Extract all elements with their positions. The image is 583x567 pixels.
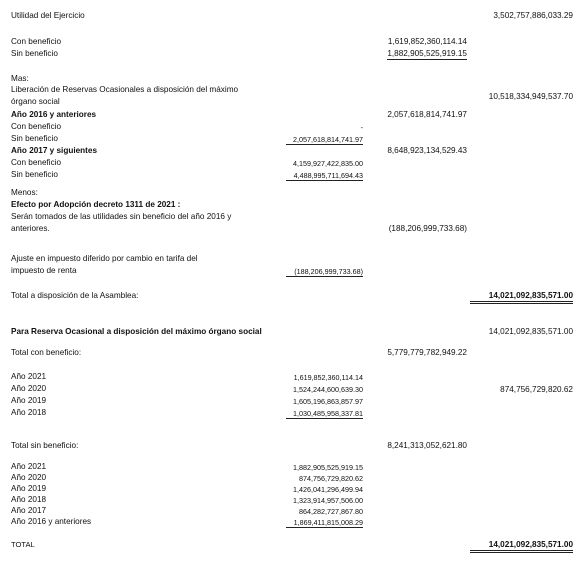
con-beneficio-value: 1,619,852,360,114.14 bbox=[387, 37, 467, 46]
anio-2017-con-label: Con beneficio bbox=[11, 158, 62, 167]
con-year-value: 1,605,196,863,857.97 bbox=[293, 397, 363, 406]
anio-2017-label: Año 2017 y siguientes bbox=[11, 146, 98, 155]
ajuste-line1: Ajuste en impuesto diferido por cambio en tarifa del bbox=[11, 254, 198, 263]
con-year-value: 1,030,485,958,337.81 bbox=[286, 410, 363, 419]
sin-beneficio-value: 1,882,905,525,919.15 bbox=[387, 50, 467, 60]
con-subtotal: 874,756,729,820.62 bbox=[500, 385, 573, 394]
utilidad-total: 3,502,757,886,033.29 bbox=[493, 11, 573, 20]
anio-2016-con-label: Con beneficio bbox=[11, 122, 62, 131]
total-con-value: 5,779,779,782,949.22 bbox=[387, 348, 467, 357]
anio-2017-con-value: 4,159,927,422,835.00 bbox=[293, 159, 363, 168]
efecto-value: (188,206,999,733.68) bbox=[388, 224, 467, 233]
total-asamblea-value: 14,021,092,835,571.00 bbox=[470, 292, 573, 304]
con-year-label: Año 2020 bbox=[11, 384, 47, 393]
anio-2016-sin-value: 2,057,618,814,741.97 bbox=[286, 136, 363, 145]
ajuste-line2: impuesto de renta bbox=[11, 266, 77, 275]
con-year-label: Año 2021 bbox=[11, 372, 47, 381]
sin-year-label: Año 2017 bbox=[11, 506, 47, 515]
mas-label: Mas: bbox=[11, 74, 29, 83]
total-label: TOTAL bbox=[11, 540, 35, 549]
sin-year-label: Año 2021 bbox=[11, 462, 47, 471]
anio-2017-value: 8,648,923,134,529.43 bbox=[387, 146, 467, 155]
con-year-label: Año 2018 bbox=[11, 408, 47, 417]
anio-2016-value: 2,057,618,814,741.97 bbox=[387, 110, 467, 119]
total-value: 14,021,092,835,571.00 bbox=[470, 541, 573, 553]
liberacion-line1: Liberación de Reservas Ocasionales a disposición del máximo bbox=[11, 85, 239, 94]
sin-year-value: 1,323,914,957,506.00 bbox=[293, 496, 363, 505]
liberacion-total: 10,518,334,949,537.70 bbox=[488, 92, 573, 101]
sin-year-label: Año 2018 bbox=[11, 495, 47, 504]
sin-year-label: Año 2016 y anteriores bbox=[11, 517, 92, 526]
ajuste-value: (188,206,999,733.68) bbox=[286, 268, 363, 277]
con-year-value: 1,524,244,600,639.30 bbox=[293, 385, 363, 394]
utilidad-label: Utilidad del Ejercicio bbox=[11, 11, 85, 20]
con-beneficio-label: Con beneficio bbox=[11, 37, 62, 46]
efecto-desc2: anteriores. bbox=[11, 224, 50, 233]
sin-year-label: Año 2020 bbox=[11, 473, 47, 482]
efecto-desc1: Serán tomados de las utilidades sin beneficio del año 2016 y bbox=[11, 212, 232, 221]
sin-year-value: 874,756,729,820.62 bbox=[299, 474, 363, 483]
total-asamblea-label: Total a disposición de la Asamblea: bbox=[11, 291, 139, 300]
anio-2017-sin-label: Sin beneficio bbox=[11, 170, 58, 179]
anio-2016-sin-label: Sin beneficio bbox=[11, 134, 58, 143]
sin-year-value: 864,282,727,867.80 bbox=[299, 507, 363, 516]
sin-year-label: Año 2019 bbox=[11, 484, 47, 493]
anio-2016-label: Año 2016 y anteriores bbox=[11, 110, 97, 119]
anio-2017-sin-value: 4,488,995,711,694.43 bbox=[286, 172, 363, 181]
liberacion-line2: órgano social bbox=[11, 97, 60, 106]
efecto-label: Efecto por Adopción decreto 1311 de 2021 : bbox=[11, 200, 181, 209]
total-sin-label: Total sin beneficio: bbox=[11, 441, 79, 450]
sin-beneficio-label: Sin beneficio bbox=[11, 49, 58, 58]
sin-year-value: 1,426,041,296,499.94 bbox=[293, 485, 363, 494]
sin-year-value: 1,882,905,525,919.15 bbox=[293, 463, 363, 472]
con-year-value: 1,619,852,360,114.14 bbox=[293, 373, 363, 382]
total-con-label: Total con beneficio: bbox=[11, 348, 82, 357]
con-year-label: Año 2019 bbox=[11, 396, 47, 405]
reserva-label: Para Reserva Ocasional a disposición del máximo órgano social bbox=[11, 327, 262, 336]
sin-year-value: 1,869,411,815,008.29 bbox=[286, 519, 363, 528]
reserva-value: 14,021,092,835,571.00 bbox=[488, 327, 573, 336]
menos-label: Menos: bbox=[11, 188, 38, 197]
anio-2016-con-value: - bbox=[360, 123, 363, 132]
total-sin-value: 8,241,313,052,621.80 bbox=[387, 441, 467, 450]
